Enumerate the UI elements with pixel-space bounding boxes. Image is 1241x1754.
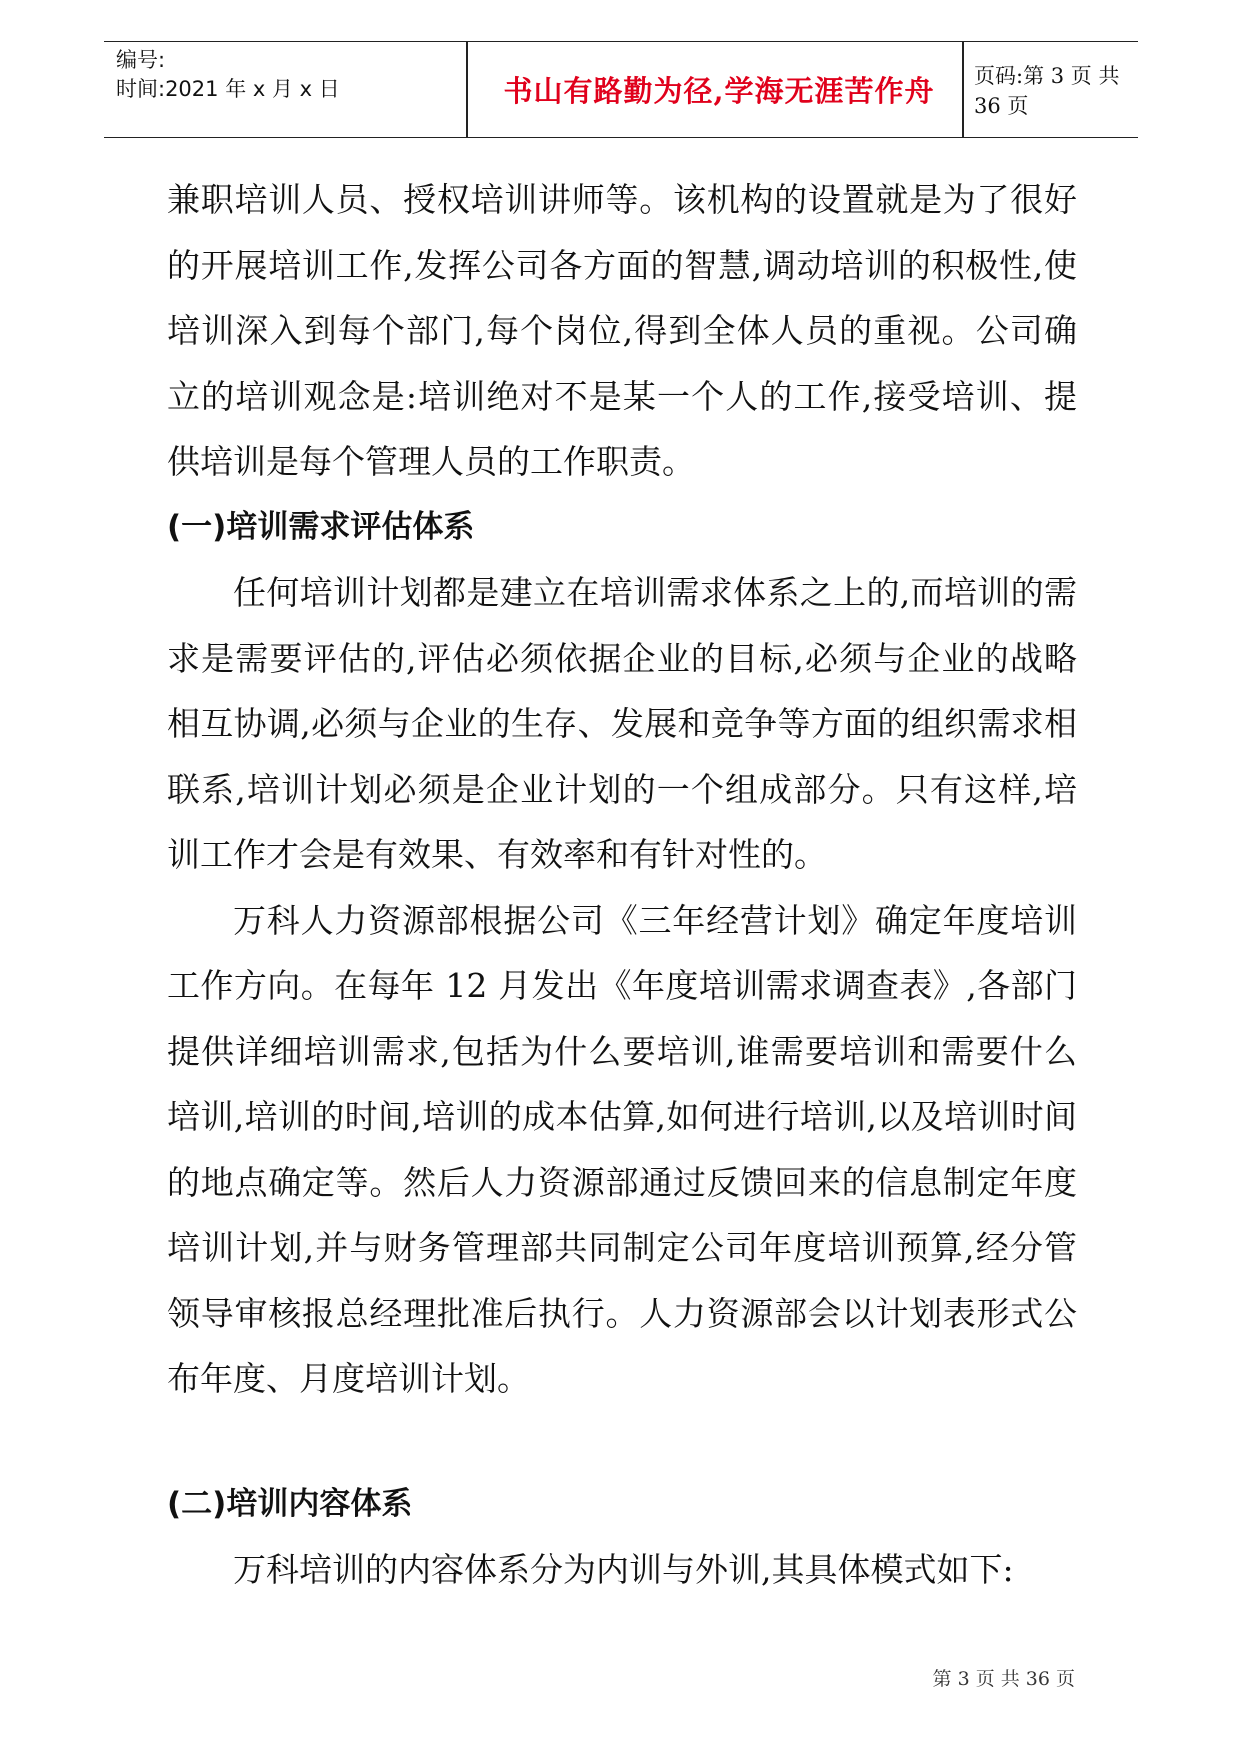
header-divider bbox=[962, 42, 964, 137]
document-number-label: 编号: bbox=[116, 48, 166, 72]
header-page-info: 页码:第 3 页 共 36 页 bbox=[974, 63, 1120, 118]
header-motto: 书山有路勤为径,学海无涯苦作舟 bbox=[503, 74, 935, 108]
document-body bbox=[167, 167, 1077, 1603]
paragraph: 万科人力资源部根据公司《三年经营计划》确定年度培训工作方向。在每年 12 月发出《年度培训需求调查表》,各部门提供详细培训需求,包括为什么要培训,谁需要培训和需要什么培训,培训的时间,培训的成本估算,如何进行培训,以及培训时间的地点确定等。然后人力资源部通过反馈回来的信息制定年度培训计划,并与财务管理部共同制定公司年度培训预算,经分管领导审核报总经理批准后执行。人力资源部会以计划表形式公布年度、月度培训计划。 bbox=[167, 900, 1077, 1398]
header-divider bbox=[466, 42, 468, 137]
paragraph: 万科培训的内容体系分为内训与外训,其具体模式如下: bbox=[233, 1550, 1014, 1589]
page-footer: 第 3 页 共 36 页 bbox=[932, 1668, 1075, 1690]
paragraph: 任何培训计划都是建立在培训需求体系之上的,而培训的需求是需要评估的,评估必须依据企业的目标,必须与企业的战略相互协调,必须与企业的生存、发展和竞争等方面的组织需求相联系,培训计划必须是企业计划的一个组成部分。只有这样,培训工作才会是有效果、有效率和有针对性的。 bbox=[167, 573, 1077, 874]
section-heading: (二)培训内容体系 bbox=[167, 1485, 413, 1522]
page-header bbox=[104, 41, 1138, 138]
section-heading: (一)培训需求评估体系 bbox=[167, 508, 475, 545]
paragraph: 兼职培训人员、授权培训讲师等。该机构的设置就是为了很好的开展培训工作,发挥公司各方面的智慧,调动培训的积极性,使培训深入到每个部门,每个岗位,得到全体人员的重视。公司确立的培训观念是:培训绝对不是某一个人的工作,接受培训、提供培训是每个管理人员的工作职责。 bbox=[167, 180, 1077, 481]
header-meta bbox=[116, 46, 466, 104]
document-time-label: 时间:2021 年 x 月 x 日 bbox=[116, 77, 340, 101]
